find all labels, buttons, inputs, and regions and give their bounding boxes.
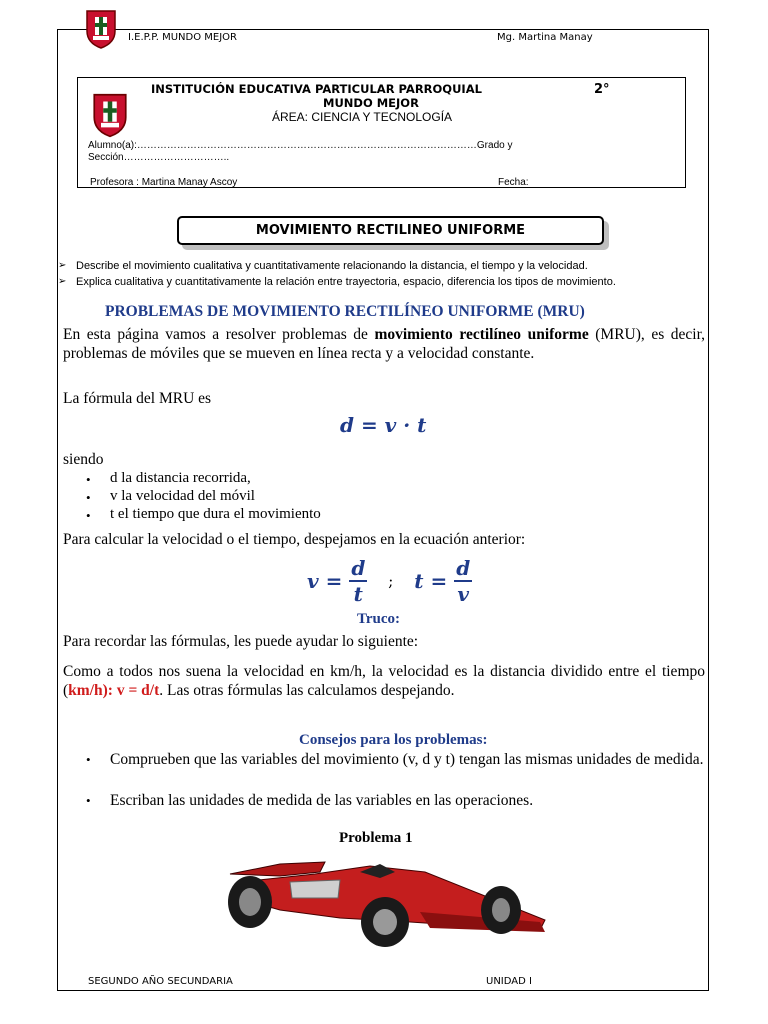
objective-1: Describe el movimiento cualitativa y cuantitativamente relacionando la distancia, el tiempo y la velocidad. (76, 260, 588, 272)
despeje-text: Para calcular la velocidad o el tiempo, despejamos en la ecuación anterior: (63, 531, 526, 548)
variable-item: t el tiempo que dura el movimiento (110, 506, 321, 522)
institution-box (77, 77, 686, 188)
school-crest-icon (85, 9, 117, 49)
wheel-icon (481, 886, 521, 934)
student-name-field: Alumno(a):…………………………………………………………………………………………Grado y (88, 140, 513, 151)
institution-name-line2: MUNDO MEJOR (323, 96, 419, 110)
wheel-icon (361, 897, 409, 947)
arrow-bullet-icon: ➢ (58, 276, 67, 287)
consejos-title: Consejos para los problemas: (299, 732, 488, 748)
bullet-icon: • (86, 793, 91, 808)
consejo-item: Escriban las unidades de medida de las variables en las operaciones. (110, 792, 534, 809)
consejo-item: Comprueben que las variables del movimiento (v, d y t) tengan las mismas unidades de medida. (110, 751, 704, 768)
footer-unit: UNIDAD I (486, 976, 532, 987)
siendo-label: siendo (63, 451, 104, 468)
section-title: PROBLEMAS DE MOVIMIENTO RECTILÍNEO UNIFORME (MRU) (105, 303, 585, 320)
topic-title: MOVIMIENTO RECTILINEO UNIFORME (177, 216, 604, 245)
footer-grade: SEGUNDO AÑO SECUNDARIA (88, 976, 233, 987)
race-car-image (220, 852, 550, 947)
arrow-bullet-icon: ➢ (58, 260, 67, 271)
bullet-icon: • (86, 508, 91, 523)
school-crest-icon (92, 92, 128, 138)
date-field: Fecha: (498, 177, 529, 188)
intro-paragraph: En esta página vamos a resolver problemas de movimiento rectilíneo uniforme (MRU), es decir, problemas de móviles que se mueven en línea recta y a velocidad constante. (63, 326, 706, 362)
section-field: Sección………………………….. (88, 152, 230, 163)
formula-main: d = v · t (340, 413, 427, 437)
problem-title: Problema 1 (339, 830, 413, 846)
teacher-short-name: Mg. Martina Manay (497, 32, 593, 43)
bullet-icon: • (86, 472, 91, 487)
truco-title: Truco: (357, 611, 401, 627)
truco-line: Para recordar las fórmulas, les puede ayudar lo siguiente: (63, 633, 419, 650)
variable-item: v la velocidad del móvil (110, 488, 255, 504)
teacher-field: Profesora : Martina Manay Ascoy (90, 177, 238, 188)
objective-2: Explica cualitativa y cuantitativamente la relación entre trayectoria, espacio, diferencia los tipos de movimiento. (76, 276, 616, 288)
grade-label: 2° (594, 82, 610, 97)
formula-label: La fórmula del MRU es (63, 390, 212, 407)
area-label: ÁREA: CIENCIA Y TECNOLOGÍA (272, 110, 453, 124)
wheel-icon (228, 876, 272, 928)
bullet-icon: • (86, 752, 91, 767)
variable-item: d la distancia recorrida, (110, 470, 251, 486)
truco-paragraph: Como a todos nos suena la velocidad en km/h, la velocidad es la distancia dividido entre el tiempo (km/h): v = d/t. Las otras fórmulas las calculamos despejando. (63, 663, 705, 699)
institution-name-line1: INSTITUCIÓN EDUCATIVA PARTICULAR PARROQUIAL (151, 82, 482, 96)
formula-fractions: v = $\frac{d}{t}$ ; t = $\frac{d}{v}$ (307, 556, 471, 606)
school-short-name: I.E.P.P. MUNDO MEJOR (128, 32, 237, 43)
bullet-icon: • (86, 490, 91, 505)
